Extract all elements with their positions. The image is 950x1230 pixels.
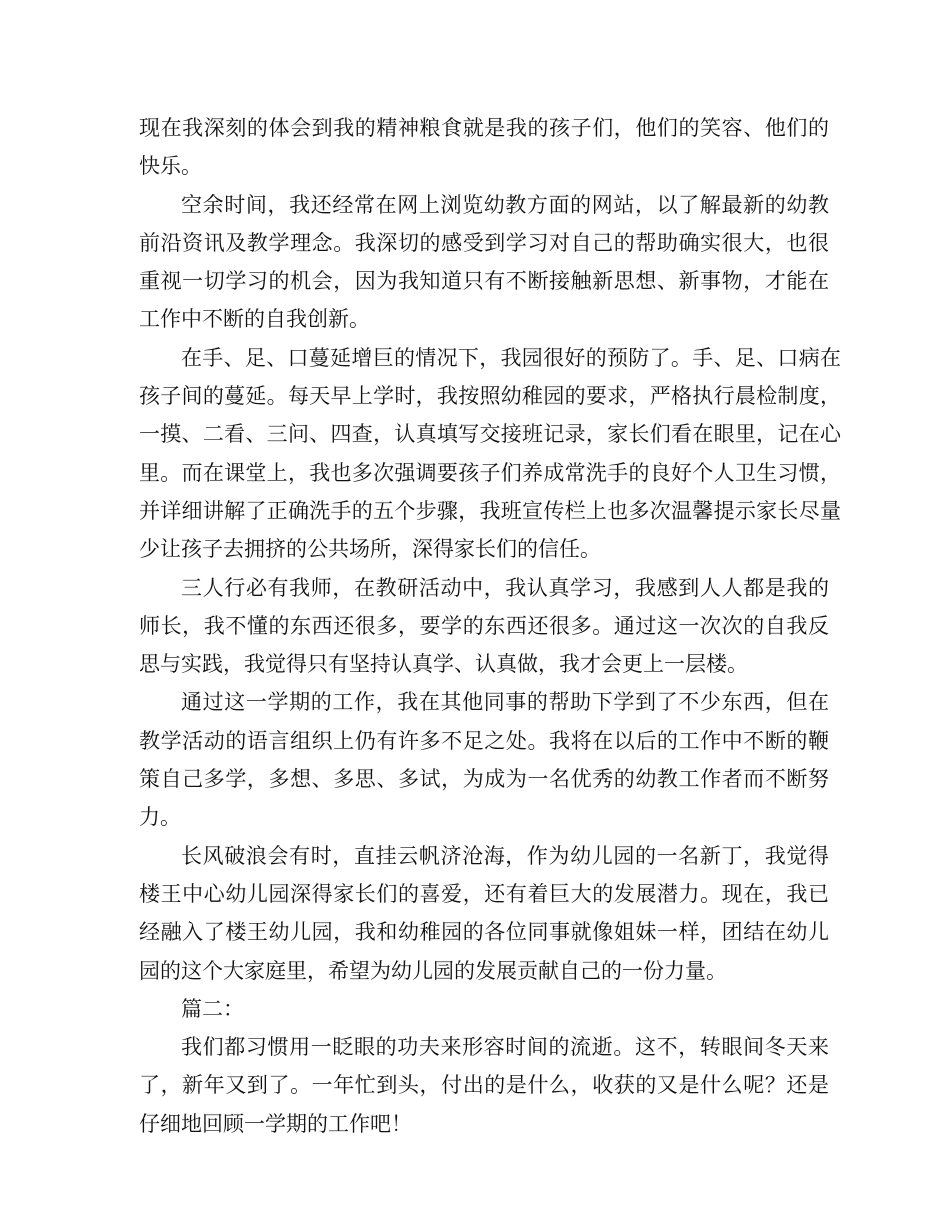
document-body [139,109,841,1143]
paragraph-continuation: 现在我深刻的体会到我的精神粮食就是我的孩子们，他们的笑容、他们的快乐。 [139,116,829,179]
paragraph-semester-reflection: 通过这一学期的工作，我在其他同事的帮助下学到了不少东西，但在教学活动的语言组织上仍有许多不足之处。我将在以后的工作中不断的鞭策自己多学，多想、多思、多试，为成为一名优秀的幼教工作者而不断努力。 [139,690,829,830]
section-heading-part-two: 篇二： [181,996,244,1021]
paragraph-part-two-intro: 我们都习惯用一眨眼的功夫来形容时间的流逝。这不，转眼间冬天来了，新年又到了。一年忙到头，付出的是什么，收获的又是什么呢？还是仔细地回顾一学期的工作吧！ [139,1035,829,1136]
paragraph-disease-prevention: 在手、足、口蔓延增巨的情况下，我园很好的预防了。手、足、口病在孩子间的蔓延。每天早上学时，我按照幼稚园的要求，严格执行晨检制度，一摸、二看、三问、四查，认真填写交接班记录，家长们看在眼里，记在心里。而在课堂上，我也多次强调要孩子们养成常洗手的良好个人卫生习惯，并详细讲解了正确洗手的五个步骤，我班宣传栏上也多次温馨提示家长尽量少让孩子去拥挤的公共场所，深得家长们的信任。 [139,345,841,562]
paragraph-kindergarten-future: 长风破浪会有时，直挂云帆济沧海，作为幼儿园的一名新丁，我觉得楼王中心幼儿园深得家长们的喜爱，还有着巨大的发展潜力。现在，我已经融入了楼王幼儿园，我和幼稚园的各位同事就像姐妹一样，团结在幼儿园的这个大家庭里，希望为幼儿园的发展贡献自己的一份力量。 [139,843,829,983]
paragraph-teaching-research: 三人行必有我师，在教研活动中，我认真学习，我感到人人都是我的师长，我不懂的东西还很多，要学的东西还很多。通过这一次次的自我反思与实践，我觉得只有坚持认真学、认真做，我才会更上一层楼。 [139,575,829,677]
paragraph-online-learning: 空余时间，我还经常在网上浏览幼教方面的网站，以了解最新的幼教前沿资讯及教学理念。我深切的感受到学习对自己的帮助确实很大，也很重视一切学习的机会，因为我知道只有不断接触新思想、新事物，才能在工作中不断的自我创新。 [139,192,829,332]
